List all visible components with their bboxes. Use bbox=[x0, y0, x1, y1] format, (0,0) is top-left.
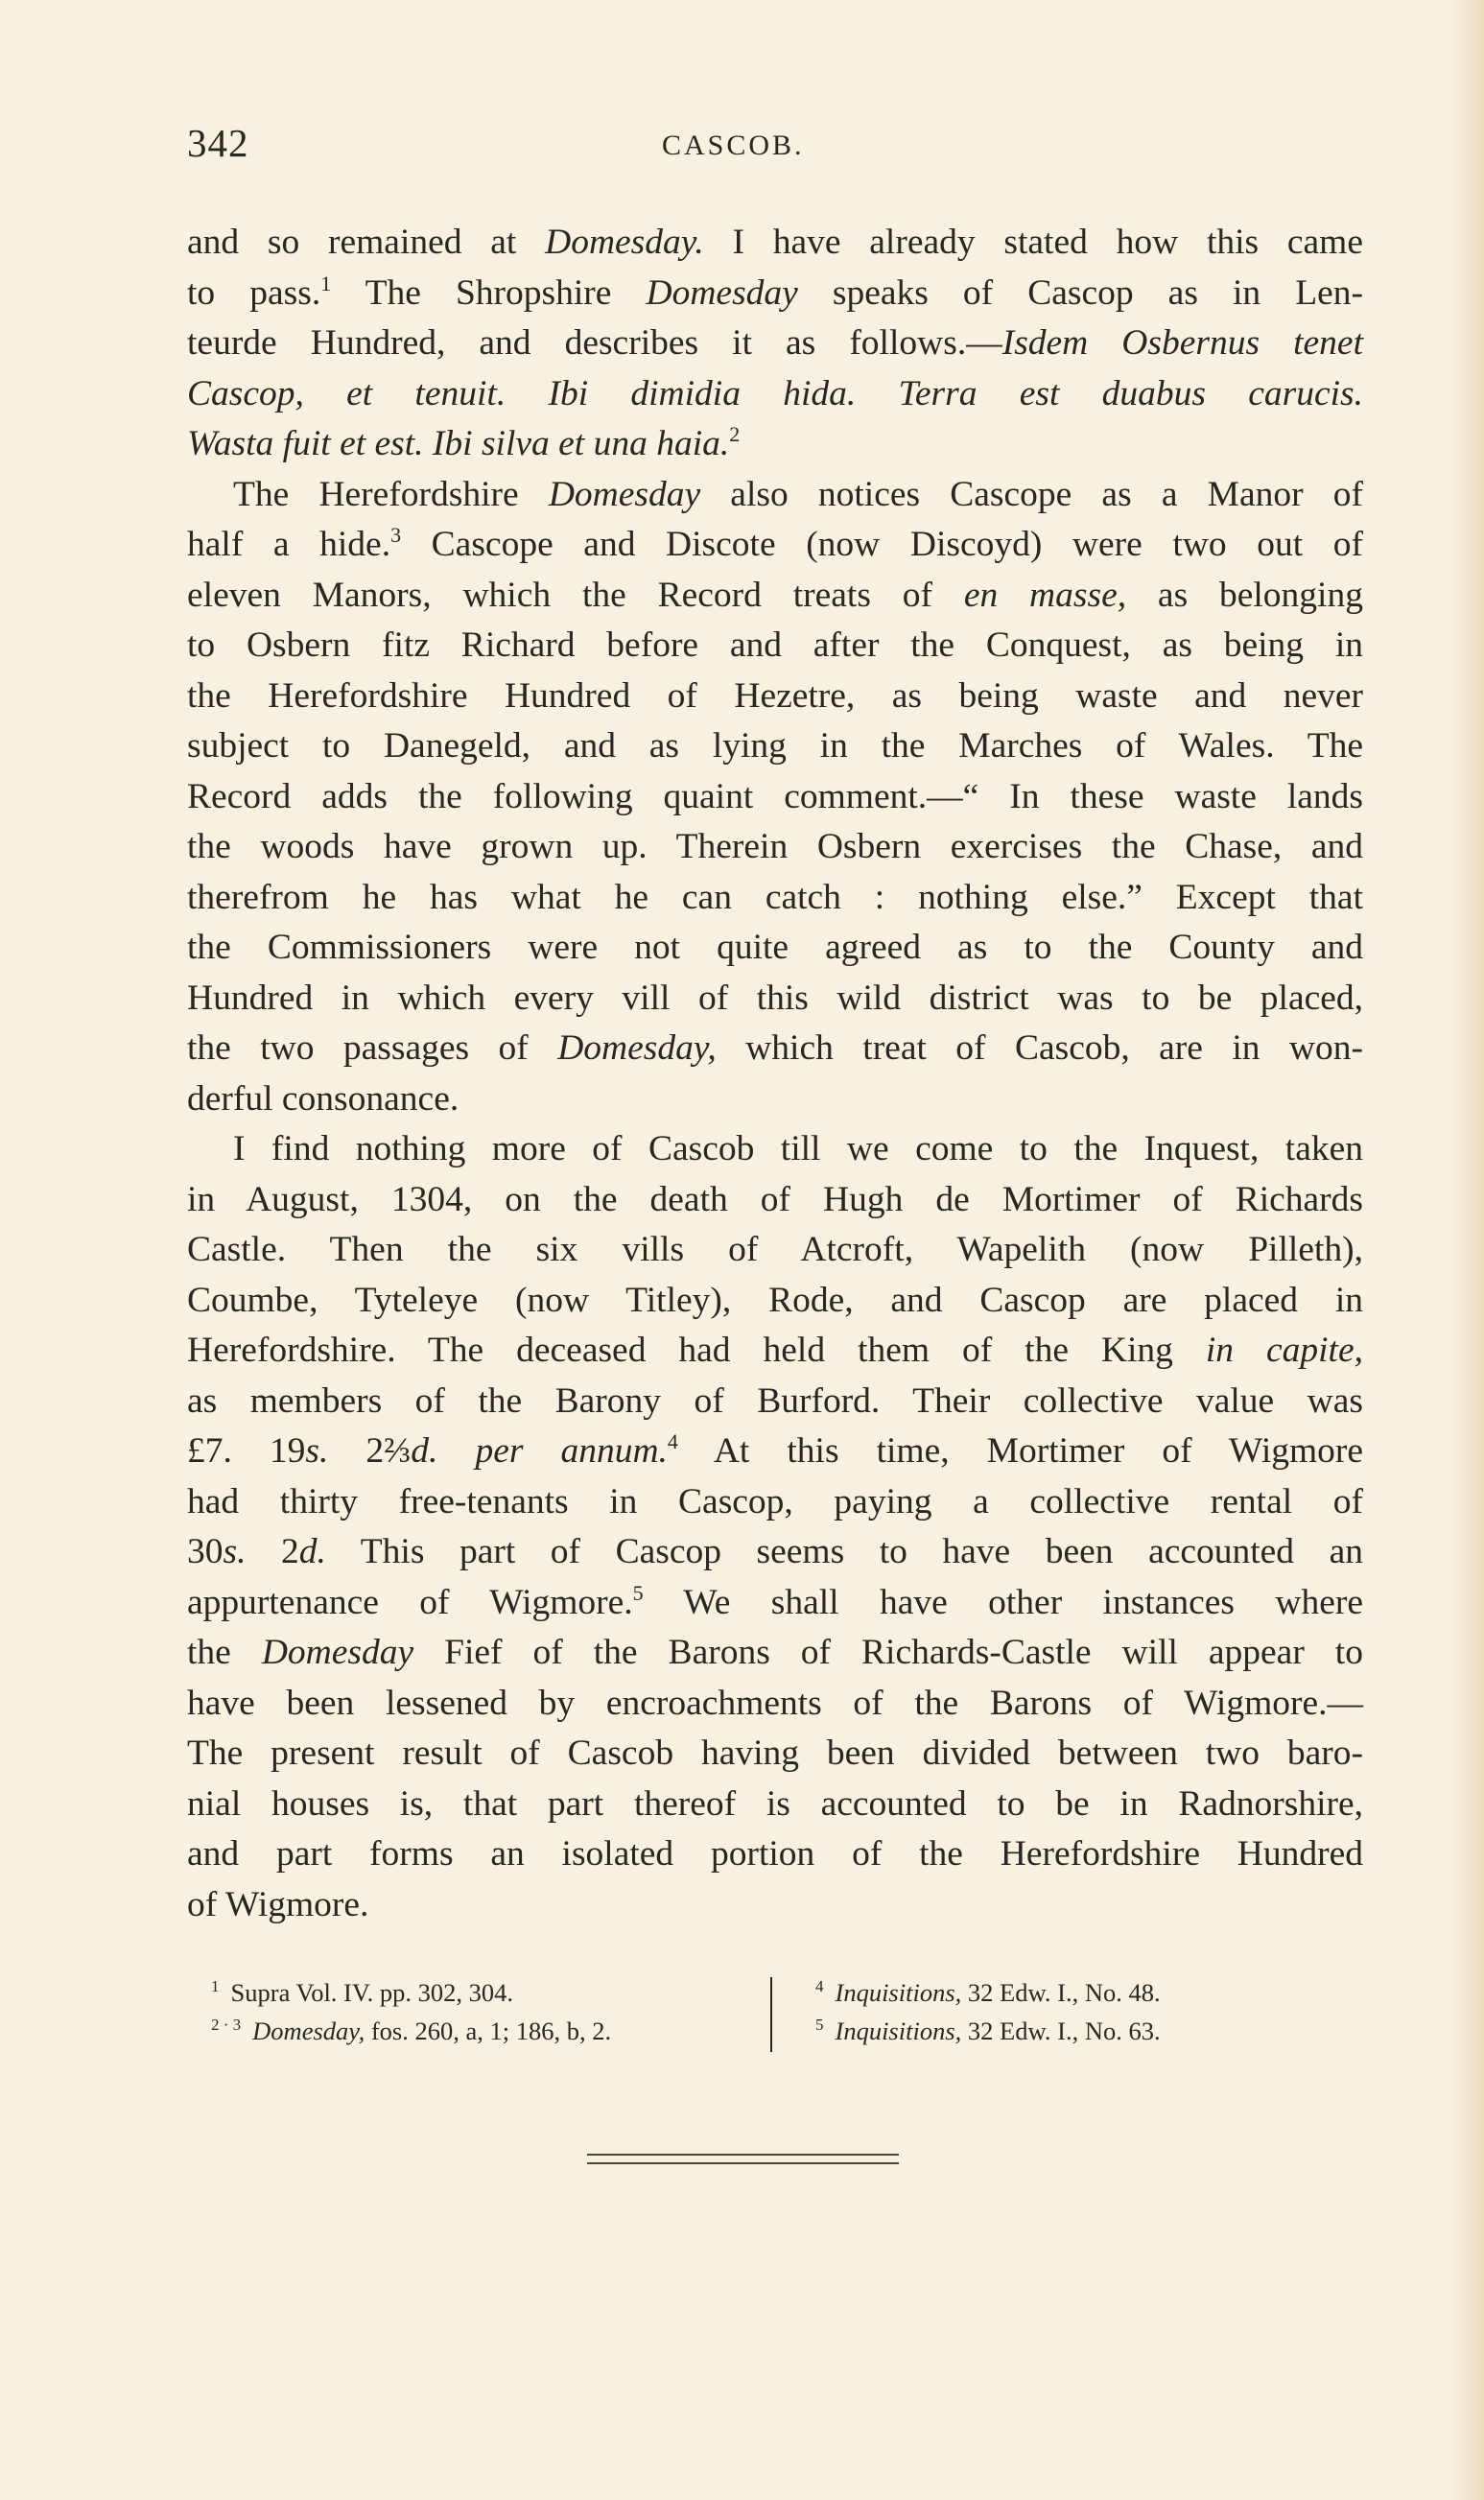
text-run: fos. 260, a, 1; 186, b, 2. bbox=[365, 2017, 612, 2045]
text-line bbox=[187, 923, 1363, 974]
text-line bbox=[187, 269, 1363, 319]
text-run: 32 Edw. I., No. 48. bbox=[961, 1978, 1161, 2007]
text-run: The Herefordshire bbox=[233, 474, 549, 514]
italic-text: Isdem Osbernus tenet bbox=[1001, 323, 1363, 363]
footnote-marker: 2 · 3 bbox=[211, 2016, 242, 2034]
text-run: the two passages of bbox=[187, 1028, 558, 1068]
text-run: I find nothing more of Cascob till we come to the Inquest, taken bbox=[233, 1129, 1363, 1168]
body-text bbox=[187, 218, 1363, 1930]
text-run: 30 bbox=[187, 1532, 224, 1571]
text-run: have been lessened by encroachments of the Barons of Wigmore.— bbox=[187, 1683, 1363, 1723]
page-header bbox=[187, 120, 1367, 177]
italic-text: en masse, bbox=[963, 575, 1127, 615]
text-line bbox=[187, 1377, 1363, 1427]
text-run: Coumbe, Tyteleye (now Titley), Rode, and Cascop are placed in bbox=[187, 1280, 1363, 1320]
footnote-marker: 4 bbox=[815, 1977, 824, 1995]
text-line bbox=[187, 1578, 1363, 1629]
italic-text: Cascop, et tenuit. Ibi dimidia hida. Terra est duabus carucis. bbox=[187, 373, 1363, 413]
text-run: in August, 1304, on the death of Hugh de Mortimer of Richards bbox=[187, 1179, 1363, 1219]
text-run: The present result of Cascob having been divided between two baro- bbox=[187, 1733, 1363, 1773]
footnote bbox=[211, 1973, 611, 2012]
italic-text: s. bbox=[305, 1431, 329, 1471]
text-line bbox=[187, 218, 1363, 269]
text-run: the Herefordshire Hundred of Hezetre, as being waste and never bbox=[187, 675, 1363, 716]
footnotes-left-column bbox=[211, 1973, 611, 2050]
footnote bbox=[815, 2012, 1161, 2050]
footnote bbox=[815, 1973, 1161, 2012]
text-line bbox=[187, 1729, 1363, 1780]
text-run: the Commissioners were not quite agreed as to the County and bbox=[187, 928, 1363, 967]
text-line bbox=[187, 1628, 1363, 1679]
running-head: CASCOB. bbox=[662, 130, 805, 161]
text-run: appurtenance of Wigmore. bbox=[187, 1582, 633, 1622]
text-run: Fief of the Barons of Richards-Castle will appear to bbox=[413, 1633, 1363, 1672]
text-line bbox=[187, 1829, 1363, 1880]
text-run: Record adds the following quaint comment.—“ In these waste lands bbox=[187, 776, 1363, 816]
text-line bbox=[187, 1225, 1363, 1276]
text-line bbox=[187, 672, 1363, 722]
text-line bbox=[187, 1024, 1363, 1074]
text-run: and so remained at bbox=[187, 223, 546, 262]
text-run: 32 Edw. I., No. 63. bbox=[961, 2017, 1161, 2045]
page-edge-shadow bbox=[1451, 0, 1484, 2500]
italic-text: Domesday. bbox=[545, 223, 704, 262]
italic-text: Wasta fuit et est. Ibi silva et una haia. bbox=[187, 424, 730, 463]
text-run: Cascope and Discote (now Discoyd) were two out of bbox=[401, 525, 1363, 564]
text-line bbox=[187, 873, 1363, 924]
text-run: the woods have grown up. Therein Osbern exercises the Chase, and bbox=[187, 827, 1363, 866]
footnote-marker: 5 bbox=[632, 1580, 644, 1605]
text-line bbox=[187, 1124, 1363, 1175]
footnote-marker: 4 bbox=[667, 1429, 678, 1453]
text-line bbox=[187, 1679, 1363, 1730]
text-line bbox=[187, 1477, 1363, 1528]
italic-text: d. bbox=[298, 1532, 326, 1571]
text-run: to Osbern fitz Richard before and after the Conquest, as being in bbox=[187, 625, 1363, 665]
text-run: 2 bbox=[246, 1532, 299, 1571]
text-line bbox=[187, 974, 1363, 1025]
text-run: 2⅔ bbox=[328, 1431, 412, 1471]
text-line bbox=[187, 369, 1363, 420]
text-run: The Shropshire bbox=[331, 272, 647, 313]
text-line bbox=[187, 1780, 1363, 1830]
text-line bbox=[187, 1527, 1363, 1578]
text-line bbox=[187, 571, 1363, 622]
italic-text: d. bbox=[411, 1431, 438, 1471]
footnote-divider bbox=[770, 1977, 772, 2052]
text-run: as members of the Barony of Burford. Their collective value was bbox=[187, 1380, 1363, 1421]
footnote-marker: 1 bbox=[211, 1977, 220, 1995]
text-line bbox=[187, 318, 1363, 369]
text-run: £7. 19 bbox=[187, 1431, 306, 1471]
text-run: which treat of Cascob, are in won- bbox=[716, 1028, 1363, 1068]
text-line bbox=[187, 1074, 1363, 1125]
footnote-marker: 3 bbox=[390, 523, 402, 547]
text-run: of Wigmore. bbox=[187, 1884, 369, 1924]
text-run: I have already stated how this came bbox=[703, 223, 1363, 262]
text-line bbox=[187, 470, 1363, 521]
italic-text: Inquisitions, bbox=[835, 2017, 962, 2045]
footnotes bbox=[211, 1973, 1324, 2079]
text-run: half a hide. bbox=[187, 525, 391, 564]
text-run: the bbox=[187, 1633, 262, 1672]
end-rule bbox=[587, 2162, 899, 2164]
text-run: nial houses is, that part thereof is accounted to be in Radnorshire, bbox=[187, 1783, 1363, 1824]
text-run: Herefordshire. The deceased had held them of the King bbox=[187, 1331, 1206, 1370]
text-line bbox=[187, 1175, 1363, 1226]
text-line bbox=[187, 621, 1363, 672]
text-line bbox=[187, 1276, 1363, 1327]
text-run: speaks of Cascop as in Len- bbox=[797, 272, 1363, 313]
text-run: We shall have other instances where bbox=[643, 1582, 1363, 1622]
text-run: Hundred in which every vill of this wild district was to be placed, bbox=[187, 978, 1363, 1018]
text-run: Supra Vol. IV. pp. 302, 304. bbox=[230, 1978, 513, 2007]
text-run: therefrom he has what he can catch : nothing else.” Except that bbox=[187, 877, 1363, 917]
italic-text: s. bbox=[223, 1532, 247, 1571]
footnote-marker: 5 bbox=[815, 2016, 824, 2034]
text-line bbox=[187, 1427, 1363, 1477]
text-run: eleven Manors, which the Record treats of bbox=[187, 575, 964, 615]
italic-text: Inquisitions, bbox=[835, 1978, 962, 2007]
text-line bbox=[187, 1880, 1363, 1931]
text-run: and part forms an isolated portion of the Herefordshire Hundred bbox=[187, 1834, 1363, 1874]
text-run: derful consonance. bbox=[187, 1078, 459, 1119]
footnote bbox=[211, 2012, 611, 2050]
italic-text: Domesday, bbox=[252, 2017, 365, 2045]
text-run: also notices Cascope as a Manor of bbox=[700, 474, 1363, 514]
italic-text: in capite, bbox=[1205, 1331, 1363, 1370]
page-number: 342 bbox=[187, 121, 249, 165]
text-run: had thirty free-tenants in Cascop, paying a collective rental of bbox=[187, 1481, 1363, 1521]
text-run: as belonging bbox=[1126, 575, 1363, 615]
text-run: This part of Cascop seems to have been accounted an bbox=[325, 1532, 1363, 1571]
footnote-marker: 2 bbox=[729, 422, 741, 446]
text-run: subject to Danegeld, and as lying in the Marches of Wales. The bbox=[187, 726, 1363, 766]
text-line bbox=[187, 419, 1363, 470]
end-rule bbox=[587, 2154, 899, 2156]
text-line bbox=[187, 520, 1363, 571]
italic-text: Domesday, bbox=[557, 1028, 717, 1068]
text-line bbox=[187, 1326, 1363, 1377]
text-run: to pass. bbox=[187, 272, 321, 313]
text-run: teurde Hundred, and describes it as follows.— bbox=[187, 323, 1002, 363]
italic-text: per annum. bbox=[475, 1431, 668, 1471]
italic-text: Domesday bbox=[261, 1633, 414, 1672]
footnote-marker: 1 bbox=[320, 271, 332, 295]
footnotes-right-column bbox=[815, 1973, 1161, 2050]
text-line bbox=[187, 772, 1363, 823]
italic-text: Domesday bbox=[646, 272, 798, 313]
text-run: Castle. Then the six vills of Atcroft, Wapelith (now Pilleth), bbox=[187, 1230, 1363, 1269]
text-run: At this time, Mortimer of Wigmore bbox=[677, 1431, 1364, 1471]
text-run bbox=[437, 1431, 475, 1471]
italic-text: Domesday bbox=[548, 474, 701, 514]
text-line bbox=[187, 822, 1363, 873]
text-line bbox=[187, 721, 1363, 772]
